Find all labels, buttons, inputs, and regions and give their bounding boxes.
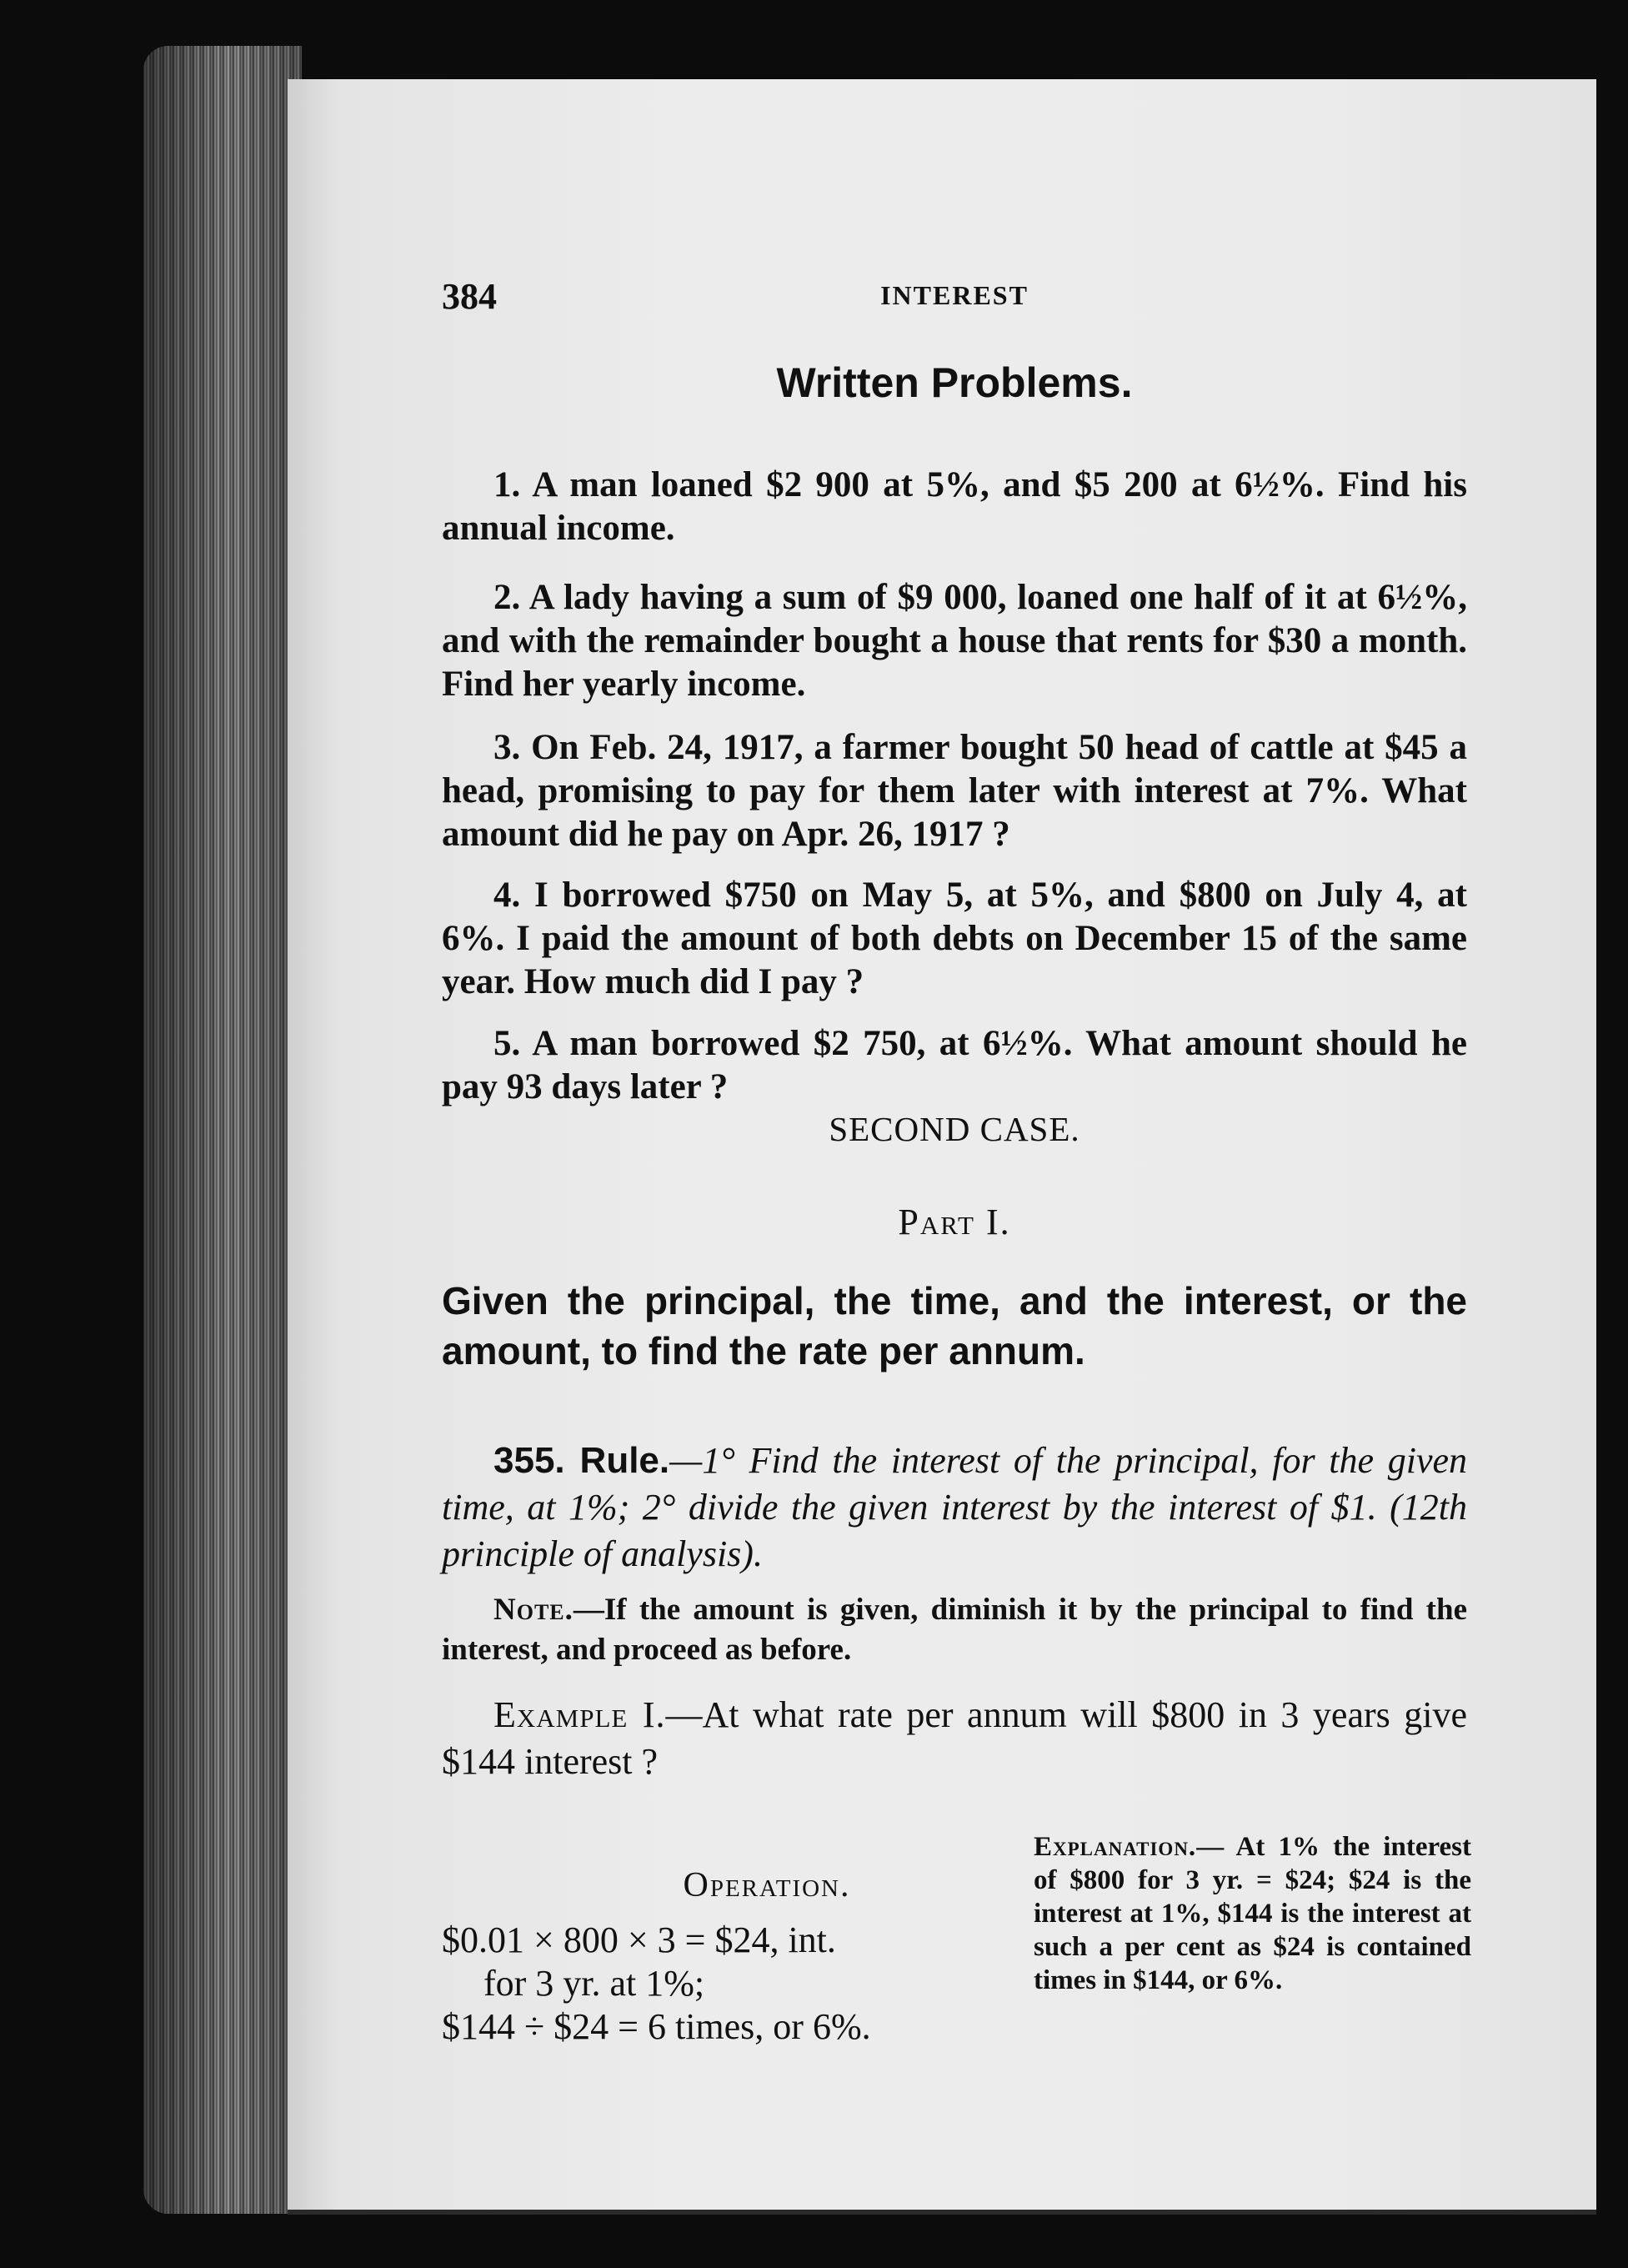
page-bottom-edge bbox=[288, 2210, 1596, 2215]
problem-2 bbox=[442, 576, 1467, 706]
part-heading: Part I. bbox=[898, 1202, 1011, 1242]
explanation-text: — At 1% the interest of $800 for 3 yr. = $24; $24 is the interest at 1%, $144 is the interest at such a per cent as $24 is contained times in $144, or 6%. bbox=[1034, 1832, 1471, 1995]
problem-text: A man loaned $2 900 at 5%, and $5 200 at 6½%. Find his annual income. bbox=[442, 465, 1467, 548]
operation-block bbox=[442, 1864, 1042, 2049]
explanation-block bbox=[1034, 1830, 1471, 1997]
page-number: 384 bbox=[442, 276, 497, 317]
rule-paragraph bbox=[442, 1438, 1467, 1578]
rule-text: —1° Find the interest of the principal, for the given time, at 1%; 2° divide the given interest by the interest of $1. (12th principle of analysis). bbox=[442, 1440, 1468, 1574]
note-paragraph bbox=[442, 1590, 1467, 1670]
running-title: INTEREST bbox=[880, 280, 1029, 310]
problem-text: On Feb. 24, 1917, a farmer bought 50 head of cattle at $45 a head, promising to pay for them later with interest at 7%. What amount did he pay on Apr. 26, 1917 ? bbox=[442, 728, 1468, 854]
note-label: Note. bbox=[493, 1593, 574, 1627]
section-title: Written Problems. bbox=[776, 359, 1133, 406]
case-heading: SECOND CASE. bbox=[829, 1110, 1080, 1148]
rule-label: 355. Rule. bbox=[493, 1440, 670, 1481]
note-text: —If the amount is given, diminish it by the principal to find the interest, and proceed as before. bbox=[442, 1593, 1467, 1667]
problem-number: 4. bbox=[493, 876, 521, 915]
problem-1 bbox=[442, 464, 1467, 550]
problem-5 bbox=[442, 1022, 1467, 1109]
problem-text: I borrowed $750 on May 5, at 5%, and $800 on July 4, at 6%. I paid the amount of both debts on December 15 of the same year. How much did I pay ? bbox=[442, 876, 1468, 1001]
operation-line: $144 ÷ $24 = 6 times, or 6%. bbox=[442, 2006, 871, 2047]
problem-number: 3. bbox=[493, 728, 521, 767]
operation-line: $0.01 × 800 × 3 = $24, int. bbox=[442, 1919, 836, 1960]
running-head bbox=[442, 275, 1467, 325]
example-paragraph bbox=[442, 1692, 1467, 1785]
explanation-label: Explanation. bbox=[1034, 1832, 1197, 1862]
problem-number: 5. bbox=[493, 1024, 521, 1063]
problem-3 bbox=[442, 726, 1467, 856]
book-page bbox=[288, 79, 1596, 2210]
problem-number: 2. bbox=[493, 578, 521, 617]
operation-line: for 3 yr. at 1%; bbox=[483, 1963, 705, 2004]
problem-4 bbox=[442, 874, 1467, 1004]
page-edges-shadow bbox=[143, 46, 302, 2214]
problem-text: A lady having a sum of $9 000, loaned one half of it at 6½%, and with the remainder bought a house that rents for $30 a month. Find her yearly income. bbox=[442, 578, 1467, 704]
problem-number: 1. bbox=[493, 465, 521, 504]
case-statement-heading: Given the principal, the time, and the interest, or the amount, to find the rate per annum. bbox=[442, 1279, 1467, 1372]
problem-text: A man borrowed $2 750, at 6½%. What amount should he pay 93 days later ? bbox=[442, 1024, 1467, 1106]
example-text: —At what rate per annum will $800 in 3 years give $144 interest ? bbox=[442, 1694, 1467, 1782]
operation-title: Operation. bbox=[683, 1866, 851, 1904]
example-label: Example I. bbox=[493, 1694, 666, 1735]
